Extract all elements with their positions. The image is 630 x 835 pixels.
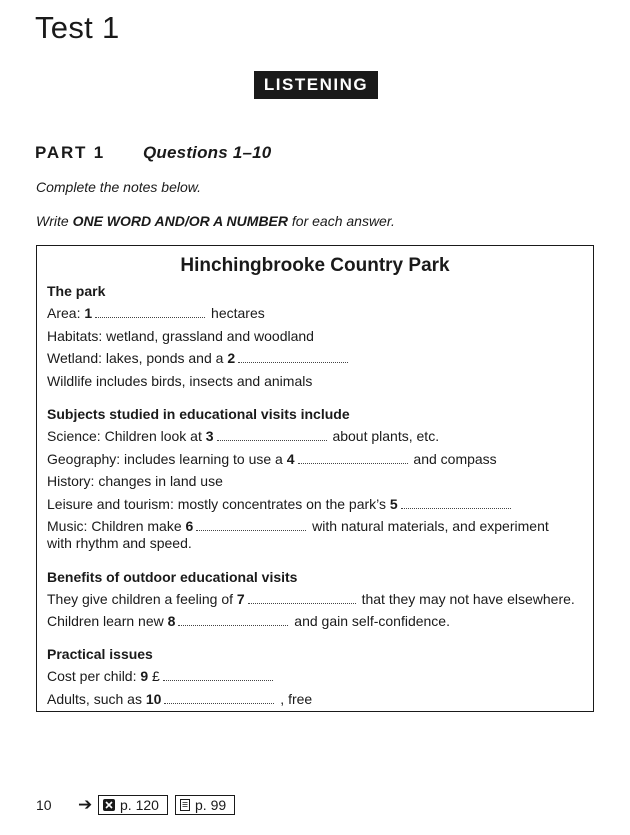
listening-badge: LISTENING xyxy=(254,71,378,99)
answer-blank-7[interactable] xyxy=(248,602,356,604)
note-music xyxy=(47,517,549,535)
note-learn xyxy=(47,612,450,630)
test-title: Test 1 xyxy=(35,10,120,45)
note-text: Children learn new xyxy=(47,613,168,629)
answer-blank-9[interactable] xyxy=(163,679,273,681)
answer-blank-3[interactable] xyxy=(217,439,327,441)
question-number: 8 xyxy=(167,613,176,629)
note-cost xyxy=(47,667,275,685)
note-geography xyxy=(47,450,497,468)
part-label: PART 1 xyxy=(35,143,105,162)
note-wetland xyxy=(47,349,350,367)
part-heading xyxy=(35,143,272,163)
question-number: 4 xyxy=(286,451,295,467)
note-text: , free xyxy=(276,691,313,707)
instruction-limit: ONE WORD AND/OR A NUMBER xyxy=(72,213,288,229)
note-text: They give children a feeling of xyxy=(47,591,237,607)
note-leisure xyxy=(47,495,513,513)
question-number: 2 xyxy=(227,350,236,366)
note-history: History: changes in land use xyxy=(47,473,223,489)
answer-blank-2[interactable] xyxy=(238,361,348,363)
note-text: Adults, such as xyxy=(47,691,146,707)
answer-key-icon xyxy=(103,799,115,811)
question-number: 6 xyxy=(185,518,194,534)
notes-title: Hinchingbrooke Country Park xyxy=(180,255,450,276)
note-text: Science: Children look at xyxy=(47,428,206,444)
note-area xyxy=(47,304,265,322)
section-heading-park: The park xyxy=(47,283,106,299)
note-text: with natural materials, and experiment xyxy=(308,518,549,534)
note-feeling xyxy=(47,590,575,608)
note-text: Area: xyxy=(47,305,85,321)
note-text: Leisure and tourism: mostly concentrates on the park’s xyxy=(47,496,390,512)
note-science xyxy=(47,427,439,445)
answers-page: p. 120 xyxy=(120,797,159,813)
question-number: 1 xyxy=(84,305,93,321)
note-habitats: Habitats: wetland, grassland and woodland xyxy=(47,328,314,344)
answer-blank-10[interactable] xyxy=(164,702,274,704)
arrow-icon: ➔ xyxy=(78,795,93,814)
note-text: hectares xyxy=(207,305,265,321)
note-wildlife: Wildlife includes birds, insects and animals xyxy=(47,373,313,389)
note-text: and gain self-confidence. xyxy=(290,613,450,629)
note-text: Cost per child: xyxy=(47,668,141,684)
transcript-icon xyxy=(180,799,190,811)
answer-blank-6[interactable] xyxy=(196,529,306,531)
note-text: £ xyxy=(148,668,160,684)
instruction-complete: Complete the notes below. xyxy=(36,179,201,195)
question-number: 5 xyxy=(389,496,398,512)
question-number: 3 xyxy=(205,428,214,444)
question-number: 7 xyxy=(236,591,245,607)
transcript-page: p. 99 xyxy=(195,797,227,813)
notes-box xyxy=(36,245,594,712)
answer-blank-8[interactable] xyxy=(178,624,288,626)
note-text: that they may not have elsewhere. xyxy=(357,591,575,607)
note-music-continued: with rhythm and speed. xyxy=(47,535,192,551)
note-text: and compass xyxy=(409,451,497,467)
part-questions: Questions 1–10 xyxy=(143,143,272,162)
question-number: 9 xyxy=(140,668,149,684)
section-heading-benefits: Benefits of outdoor educational visits xyxy=(47,569,298,585)
section-heading-practical: Practical issues xyxy=(47,646,153,662)
instruction-write xyxy=(36,213,395,229)
page-number: 10 xyxy=(36,797,52,813)
note-text: Geography: includes learning to use a xyxy=(47,451,287,467)
answers-reference[interactable] xyxy=(98,795,168,815)
question-number: 10 xyxy=(145,691,162,707)
section-heading-subjects: Subjects studied in educational visits include xyxy=(47,406,350,422)
note-text: Wetland: lakes, ponds and a xyxy=(47,350,228,366)
answer-blank-4[interactable] xyxy=(298,462,408,464)
answer-blank-1[interactable] xyxy=(95,316,205,318)
transcript-reference[interactable] xyxy=(175,795,235,815)
answer-blank-5[interactable] xyxy=(401,507,511,509)
instruction-suffix: for each answer. xyxy=(288,213,395,229)
note-text: about plants, etc. xyxy=(328,428,440,444)
instruction-prefix: Write xyxy=(36,213,73,229)
note-text: Music: Children make xyxy=(47,518,186,534)
note-adults xyxy=(47,690,312,708)
